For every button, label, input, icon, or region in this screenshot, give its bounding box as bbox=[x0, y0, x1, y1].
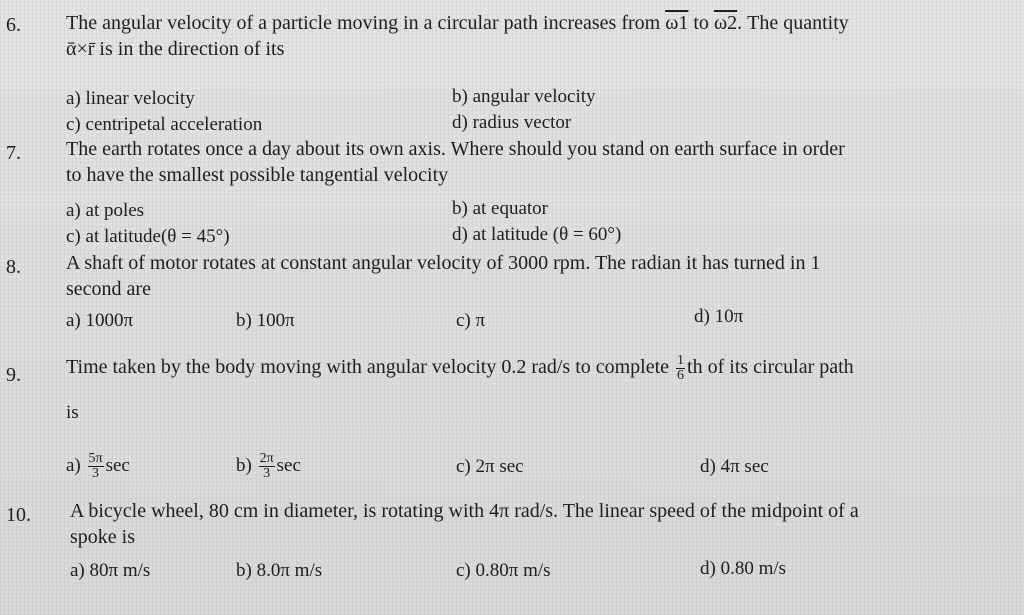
unit: sec bbox=[105, 454, 130, 476]
stem-text: spoke is bbox=[70, 526, 135, 548]
stem-text: The angular velocity of a particle moving in a circular path increases from bbox=[66, 12, 661, 34]
stem-text: A shaft of motor rotates at constant angular velocity of 3000 rpm. The radian it has turned in 1 bbox=[66, 252, 821, 274]
question-number: 10. bbox=[6, 504, 31, 526]
option-d: d) 10π bbox=[694, 306, 744, 327]
stem-text: second are bbox=[66, 278, 151, 300]
fraction bbox=[88, 452, 104, 481]
option-b: b) at equator bbox=[452, 198, 549, 219]
omega-1: ω1 bbox=[665, 12, 689, 34]
stem-text: is bbox=[66, 402, 79, 423]
fraction-numerator: 2π bbox=[259, 451, 274, 466]
stem-text: Time taken by the body moving with angular velocity 0.2 rad/s to complete bbox=[66, 356, 670, 378]
question-number: 8. bbox=[6, 256, 21, 278]
stem-text: th of its circular path bbox=[687, 356, 854, 378]
question-stem bbox=[66, 10, 996, 62]
omega-2: ω2 bbox=[713, 12, 738, 34]
fraction-numerator: 5π bbox=[88, 451, 103, 466]
option-d: d) radius vector bbox=[452, 112, 572, 133]
option-a: a) at poles bbox=[66, 200, 145, 221]
fraction bbox=[259, 452, 275, 481]
option-label: b) bbox=[236, 454, 252, 476]
stem-text: ᾱ×r̄ is in the direction of its bbox=[66, 38, 285, 60]
fraction-one-sixth bbox=[676, 354, 685, 383]
option-a bbox=[66, 452, 130, 481]
option-c: c) 0.80π m/s bbox=[456, 560, 551, 581]
option-c: c) 2π sec bbox=[456, 456, 524, 477]
stem-text: to have the smallest possible tangential velocity bbox=[66, 164, 449, 186]
fraction-denominator: 6 bbox=[677, 367, 685, 383]
option-a: a) 80π m/s bbox=[70, 560, 151, 581]
question-stem bbox=[66, 352, 996, 383]
stem-text: The earth rotates once a day about its own axis. Where should you stand on earth surface in order bbox=[66, 138, 845, 160]
option-d: d) 4π sec bbox=[700, 456, 769, 477]
option-b bbox=[236, 452, 301, 481]
question-number: 9. bbox=[6, 364, 21, 386]
stem-text: A bicycle wheel, 80 cm in diameter, is rotating with 4π rad/s. The linear speed of the midpoint of a bbox=[70, 500, 859, 522]
question-stem bbox=[66, 136, 996, 188]
option-d: d) at latitude (θ = 60°) bbox=[452, 224, 622, 245]
question-number: 6. bbox=[6, 14, 21, 36]
stem-text: . The quantity bbox=[737, 12, 849, 34]
option-c: c) π bbox=[456, 310, 486, 331]
fraction-denominator: 3 bbox=[263, 466, 271, 481]
fraction-denominator: 3 bbox=[92, 466, 100, 481]
fraction-numerator: 1 bbox=[677, 352, 685, 368]
question-stem bbox=[70, 498, 1000, 550]
question-stem bbox=[66, 250, 996, 302]
option-c: c) centripetal acceleration bbox=[66, 114, 263, 135]
option-b: b) 8.0π m/s bbox=[236, 560, 323, 581]
unit: sec bbox=[276, 454, 301, 476]
option-b: b) angular velocity bbox=[452, 86, 596, 107]
question-number: 7. bbox=[6, 142, 21, 164]
option-label: a) bbox=[66, 454, 81, 476]
option-b: b) 100π bbox=[236, 310, 295, 331]
option-a: a) linear velocity bbox=[66, 88, 195, 109]
stem-text: to bbox=[688, 12, 714, 34]
option-a: a) 1000π bbox=[66, 310, 134, 331]
option-d: d) 0.80 m/s bbox=[700, 558, 787, 579]
option-c: c) at latitude(θ = 45°) bbox=[66, 226, 230, 247]
